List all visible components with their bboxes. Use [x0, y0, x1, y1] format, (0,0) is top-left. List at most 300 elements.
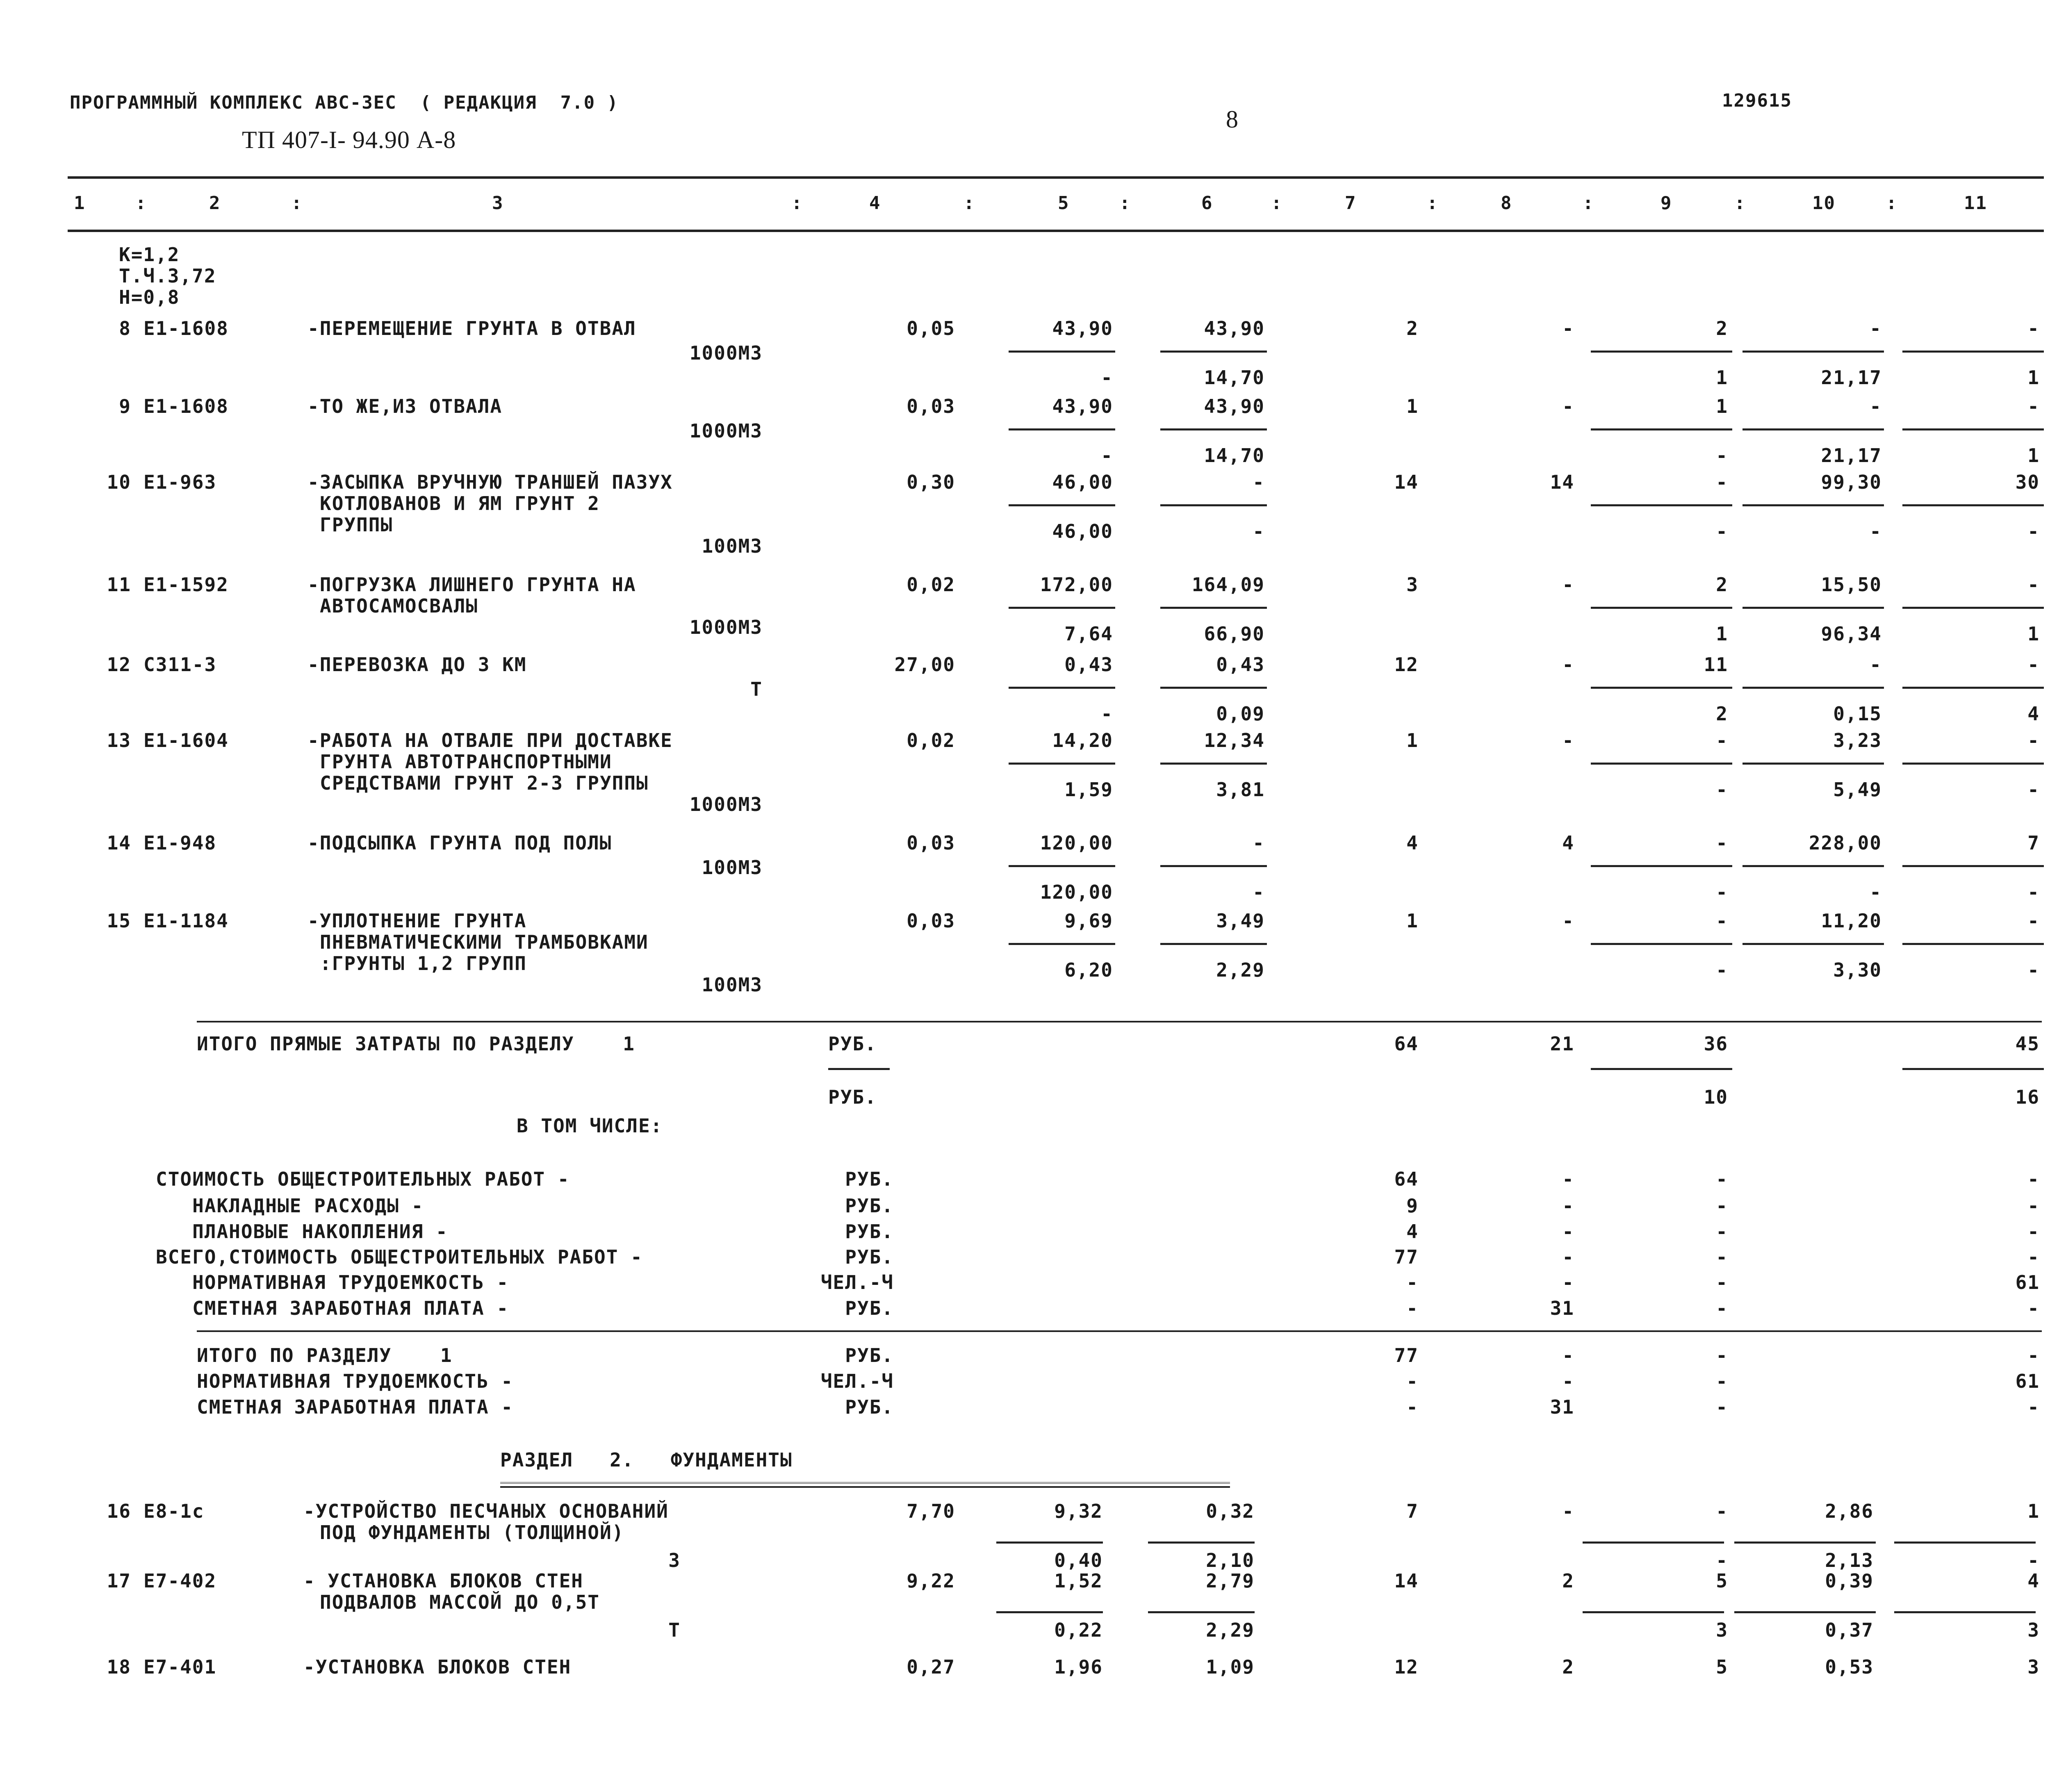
- direct-costs-machines: 36: [1704, 1033, 1728, 1055]
- item-row-sub-labor-unit: 21,17: [1821, 444, 1882, 467]
- item-row-total-cost: 1: [1406, 910, 1419, 932]
- item-row-machine-cost: 43,90: [1204, 317, 1265, 339]
- section2-row-sub-wages: 0,40: [1054, 1549, 1103, 1571]
- section2-row-underline: [996, 1611, 1103, 1613]
- item-row-underline: [1742, 607, 1884, 609]
- item-row-labor-unit: -: [1870, 317, 1882, 339]
- item-row-machine-total: 11: [1704, 653, 1728, 676]
- section2-row-sub-wages: 0,22: [1054, 1619, 1103, 1641]
- section2-row-labor-total: 4: [2027, 1570, 2040, 1592]
- totals-underline: [1902, 1068, 2044, 1070]
- section2-row-total-cost: 14: [1394, 1570, 1419, 1592]
- item-row-unit-cost: 172,00: [1040, 574, 1113, 596]
- item-row-sub-labor-total: 1: [2027, 367, 2040, 389]
- item-row-labor-unit: -: [1870, 395, 1882, 417]
- breakdown-wages: -: [1562, 1271, 1574, 1293]
- section2-row-machine-cost: 1,09: [1206, 1656, 1255, 1678]
- program-title: ПРОГРАММНЫЙ КОМПЛЕКС АВС-3ЕС ( РЕДАКЦИЯ 7.0 ): [70, 92, 619, 113]
- section2-row-number: 16: [107, 1500, 131, 1522]
- item-row-wages: 14: [1550, 471, 1574, 493]
- item-row-underline: [1009, 504, 1115, 506]
- item-row-number: 11: [107, 574, 131, 596]
- item-row-machine-cost: 3,49: [1216, 910, 1265, 932]
- item-row-sub-wages: -: [1101, 444, 1113, 467]
- item-row-sub-machine-wages: 14,70: [1204, 367, 1265, 389]
- breakdown-wages: 31: [1550, 1297, 1574, 1319]
- column-separator: :: [963, 193, 975, 214]
- direct-costs-wages: 21: [1550, 1033, 1574, 1055]
- item-row-underline: [1160, 504, 1267, 506]
- breakdown-machines: -: [1716, 1168, 1728, 1190]
- item-row-underline: [1591, 351, 1732, 353]
- item-row-underline: [1742, 428, 1884, 430]
- item-row-underline: [1160, 428, 1267, 430]
- totals-top-rule: [197, 1021, 2042, 1022]
- item-row-sub-machine-wages-total: -: [1716, 520, 1728, 542]
- item-row-underline: [1742, 351, 1884, 353]
- item-row-underline: [1160, 763, 1267, 765]
- item-row-wages: -: [1562, 653, 1574, 676]
- item-row-labor-total: 7: [2027, 832, 2040, 854]
- breakdown-labor: -: [2027, 1168, 2040, 1190]
- item-row-description: -УПЛОТНЕНИЕ ГРУНТА: [308, 910, 527, 932]
- item-row-description: -РАБОТА НА ОТВАЛЕ ПРИ ДОСТАВКЕ: [308, 729, 673, 751]
- item-row-machine-cost: -: [1253, 471, 1265, 493]
- item-row-unit: 1000М3: [689, 616, 763, 638]
- item-row-sub-machine-wages: -: [1253, 881, 1265, 903]
- section2-row-total-cost: 12: [1394, 1656, 1419, 1678]
- section2-row-unit-cost: 1,52: [1054, 1570, 1103, 1592]
- item-row-total-cost: 14: [1394, 471, 1419, 493]
- breakdown-label: НАКЛАДНЫЕ РАСХОДЫ -: [156, 1195, 424, 1217]
- item-row-sub-machine-wages: 2,29: [1216, 959, 1265, 981]
- section2-row-underline: [1894, 1542, 2036, 1544]
- item-row-underline: [1160, 607, 1267, 609]
- section2-row-quantity: 9,22: [907, 1570, 955, 1592]
- section2-row-description: - УСТАНОВКА БЛОКОВ СТЕН: [303, 1570, 583, 1592]
- item-row-underline: [1591, 763, 1732, 765]
- section2-row-wages: 2: [1562, 1570, 1574, 1592]
- item-row-unit: 100М3: [702, 974, 763, 996]
- coefficient-line: Н=0,8: [119, 286, 180, 308]
- section2-row-labor-unit: 0,53: [1825, 1656, 1874, 1678]
- item-row-underline: [1902, 607, 2044, 609]
- section-total-wages: -: [1562, 1370, 1574, 1392]
- item-row-total-cost: 1: [1406, 729, 1419, 751]
- table-top-rule: [68, 176, 2044, 179]
- section-total-cost: -: [1406, 1396, 1419, 1418]
- item-row-unit-cost: 0,43: [1064, 653, 1113, 676]
- column-header-2: 2: [209, 193, 221, 214]
- section2-row-unit: Т: [668, 1619, 681, 1641]
- section-2-double-rule: [500, 1482, 1230, 1488]
- breakdown-machines: -: [1716, 1220, 1728, 1243]
- item-row-code: Е1-1604: [144, 729, 229, 751]
- section-total-unit: РУБ.: [845, 1344, 894, 1366]
- breakdown-unit: РУБ.: [845, 1195, 894, 1217]
- section-total-machines: -: [1716, 1396, 1728, 1418]
- item-row-underline: [1009, 687, 1115, 689]
- item-row-number: 14: [107, 832, 131, 854]
- item-row-description: -ПОДСЫПКА ГРУНТА ПОД ПОЛЫ: [308, 832, 612, 854]
- section2-row-underline: [1148, 1611, 1255, 1613]
- item-row-machine-cost: 164,09: [1191, 574, 1265, 596]
- item-row-underline: [1591, 504, 1732, 506]
- item-row-underline: [1160, 351, 1267, 353]
- item-row-unit-cost: 14,20: [1052, 729, 1113, 751]
- item-row-unit: Т: [750, 678, 763, 700]
- item-row-number: 8: [119, 317, 131, 339]
- direct-costs-label: ИТОГО ПРЯМЫЕ ЗАТРАТЫ ПО РАЗДЕЛУ 1: [197, 1033, 635, 1055]
- item-row-quantity: 0,03: [907, 395, 955, 417]
- item-row-number: 13: [107, 729, 131, 751]
- breakdown-label: СМЕТНАЯ ЗАРАБОТНАЯ ПЛАТА -: [156, 1297, 509, 1319]
- item-row-sub-wages: 6,20: [1064, 959, 1113, 981]
- item-row-sub-labor-total: 1: [2027, 444, 2040, 467]
- breakdown-total: 77: [1394, 1246, 1419, 1268]
- item-row-code: Е1-1184: [144, 910, 229, 932]
- item-row-unit-cost: 46,00: [1052, 471, 1113, 493]
- item-row-description: :ГРУНТЫ 1,2 ГРУПП: [320, 952, 527, 975]
- section2-row-labor-total: 1: [2027, 1500, 2040, 1522]
- breakdown-label: СТОИМОСТЬ ОБЩЕСТРОИТЕЛЬНЫХ РАБОТ -: [156, 1168, 570, 1190]
- totals-underline: [1591, 1068, 1732, 1070]
- column-header-7: 7: [1345, 193, 1357, 214]
- section2-row-underline: [1894, 1611, 2036, 1613]
- section2-row-description: -УСТАНОВКА БЛОКОВ СТЕН: [303, 1656, 572, 1678]
- coefficient-line: К=1,2: [119, 244, 180, 266]
- section2-row-total-cost: 7: [1406, 1500, 1419, 1522]
- item-row-underline: [1902, 943, 2044, 945]
- header-bottom-rule: [68, 230, 2044, 232]
- item-row-underline: [1742, 687, 1884, 689]
- section2-row-underline: [1148, 1542, 1255, 1544]
- item-row-number: 10: [107, 471, 131, 493]
- item-row-sub-labor-unit: 0,15: [1833, 703, 1882, 725]
- item-row-description: ГРУНТА АВТОТРАНСПОРТНЫМИ: [320, 751, 612, 773]
- section2-row-labor-unit: 0,39: [1825, 1570, 1874, 1592]
- section2-row-quantity: 0,27: [907, 1656, 955, 1678]
- item-row-underline: [1902, 351, 2044, 353]
- item-row-wages: 4: [1562, 832, 1574, 854]
- section2-row-description: ПОД ФУНДАМЕНТЫ (ТОЛЩИНОЙ): [320, 1521, 624, 1544]
- section2-row-code: Е7-401: [144, 1656, 217, 1678]
- item-row-machine-total: -: [1716, 910, 1728, 932]
- section2-row-machines: 5: [1716, 1656, 1728, 1678]
- breakdown-machines: -: [1716, 1246, 1728, 1268]
- item-row-sub-labor-unit: 3,30: [1833, 959, 1882, 981]
- item-row-machine-total: 2: [1716, 574, 1728, 596]
- item-row-underline: [1009, 351, 1115, 353]
- column-header-10: 10: [1812, 193, 1836, 214]
- item-row-description: -ПЕРЕВОЗКА ДО 3 КМ: [308, 653, 527, 676]
- column-header-6: 6: [1201, 193, 1213, 214]
- item-row-sub-machine-wages: 3,81: [1216, 779, 1265, 801]
- item-row-underline: [1009, 865, 1115, 867]
- item-row-unit: 1000М3: [689, 342, 763, 364]
- breakdown-total: 9: [1406, 1195, 1419, 1217]
- item-row-sub-labor-unit: 5,49: [1833, 779, 1882, 801]
- item-row-underline: [1591, 865, 1732, 867]
- item-row-description: АВТОСАМОСВАЛЫ: [320, 595, 478, 617]
- item-row-number: 9: [119, 395, 131, 417]
- column-separator: :: [1734, 193, 1746, 214]
- item-row-quantity: 0,02: [907, 729, 955, 751]
- section2-row-sub-labor-total: 3: [2027, 1619, 2040, 1641]
- section-total-unit: РУБ.: [845, 1396, 894, 1418]
- column-header-4: 4: [869, 193, 881, 214]
- item-row-underline: [1742, 504, 1884, 506]
- item-row-code: Е1-1592: [144, 574, 229, 596]
- breakdown-machines: -: [1716, 1195, 1728, 1217]
- item-row-code: Е1-948: [144, 832, 217, 854]
- breakdown-unit: ЧЕЛ.-Ч: [820, 1271, 894, 1293]
- item-row-underline: [1902, 428, 2044, 430]
- item-row-sub-wages: 7,64: [1064, 623, 1113, 645]
- item-row-labor-total: -: [2027, 574, 2040, 596]
- column-separator: :: [1886, 193, 1898, 214]
- section-total-label: ИТОГО ПО РАЗДЕЛУ 1: [197, 1344, 453, 1366]
- section2-row-sub-machine-wages: 2,29: [1206, 1619, 1255, 1641]
- section2-row-code: Е8-1с: [144, 1500, 205, 1522]
- breakdown-machines: -: [1716, 1271, 1728, 1293]
- section2-row-underline: [996, 1542, 1103, 1544]
- item-row-underline: [1160, 943, 1267, 945]
- item-row-code: Е1-1608: [144, 395, 229, 417]
- breakdown-machines: -: [1716, 1297, 1728, 1319]
- section-total-labor: 61: [2015, 1370, 2040, 1392]
- section2-row-unit-cost: 9,32: [1054, 1500, 1103, 1522]
- section2-row-sub-labor-unit: 0,37: [1825, 1619, 1874, 1641]
- item-row-sub-labor-total: -: [2027, 520, 2040, 542]
- item-row-wages: -: [1562, 395, 1574, 417]
- item-row-machine-total: 1: [1716, 395, 1728, 417]
- item-row-underline: [1742, 865, 1884, 867]
- section2-row-machine-cost: 2,79: [1206, 1570, 1255, 1592]
- doc-number: 129615: [1722, 90, 1792, 111]
- section2-row-wages: -: [1562, 1500, 1574, 1522]
- item-row-total-cost: 2: [1406, 317, 1419, 339]
- section2-row-sub-machines: -: [1716, 1549, 1728, 1571]
- item-row-underline: [1160, 865, 1267, 867]
- item-row-unit-cost: 43,90: [1052, 395, 1113, 417]
- section2-row-number: 17: [107, 1570, 131, 1592]
- item-row-sub-wages: 1,59: [1064, 779, 1113, 801]
- item-row-sub-wages: -: [1101, 367, 1113, 389]
- item-row-code: С311-3: [144, 653, 217, 676]
- page-number: 8: [1226, 106, 1239, 133]
- item-row-quantity: 0,30: [907, 471, 955, 493]
- section2-row-quantity: 7,70: [907, 1500, 955, 1522]
- section-2-title: РАЗДЕЛ 2. ФУНДАМЕНТЫ: [500, 1449, 793, 1471]
- breakdown-wages: -: [1562, 1246, 1574, 1268]
- breakdown-wages: -: [1562, 1168, 1574, 1190]
- item-row-sub-wages: -: [1101, 703, 1113, 725]
- item-row-quantity: 0,02: [907, 574, 955, 596]
- item-row-machine-cost: 0,43: [1216, 653, 1265, 676]
- section-total-cost: -: [1406, 1370, 1419, 1392]
- breakdown-total: 4: [1406, 1220, 1419, 1243]
- breakdown-label: НОРМАТИВНАЯ ТРУДОЕМКОСТЬ -: [156, 1271, 509, 1293]
- breakdown-unit: РУБ.: [845, 1220, 894, 1243]
- item-row-labor-unit: 3,23: [1833, 729, 1882, 751]
- item-row-quantity: 0,03: [907, 910, 955, 932]
- section-total-machines: -: [1716, 1370, 1728, 1392]
- section-total-wages: 31: [1550, 1396, 1574, 1418]
- item-row-wages: -: [1562, 317, 1574, 339]
- item-row-unit: 100М3: [702, 856, 763, 879]
- item-row-sub-labor-unit: 21,17: [1821, 367, 1882, 389]
- direct-costs-labor: 45: [2015, 1033, 2040, 1055]
- item-row-sub-labor-total: -: [2027, 959, 2040, 981]
- including-label: В ТОМ ЧИСЛЕ:: [517, 1115, 663, 1137]
- breakdown-wages: -: [1562, 1195, 1574, 1217]
- section2-row-underline: [1583, 1611, 1724, 1613]
- breakdown-labor: 61: [2015, 1271, 2040, 1293]
- item-row-underline: [1009, 428, 1115, 430]
- item-row-sub-machine-wages-total: 2: [1716, 703, 1728, 725]
- item-row-labor-total: -: [2027, 729, 2040, 751]
- section2-row-unit: 3: [668, 1549, 681, 1571]
- section2-row-sub-machine-wages: 2,10: [1206, 1549, 1255, 1571]
- item-row-quantity: 27,00: [894, 653, 955, 676]
- item-row-labor-total: -: [2027, 910, 2040, 932]
- item-row-quantity: 0,03: [907, 832, 955, 854]
- section2-row-description: -УСТРОЙСТВО ПЕСЧАНЫХ ОСНОВАНИЙ: [303, 1500, 669, 1522]
- item-row-sub-machine-wages-total: -: [1716, 881, 1728, 903]
- item-row-sub-labor-total: 1: [2027, 623, 2040, 645]
- item-row-wages: -: [1562, 910, 1574, 932]
- section2-row-underline: [1734, 1611, 1876, 1613]
- item-row-code: Е1-963: [144, 471, 217, 493]
- item-row-total-cost: 12: [1394, 653, 1419, 676]
- item-row-number: 12: [107, 653, 131, 676]
- item-row-description: СРЕДСТВАМИ ГРУНТ 2-3 ГРУППЫ: [320, 772, 649, 794]
- item-row-underline: [1009, 943, 1115, 945]
- item-row-labor-total: -: [2027, 653, 2040, 676]
- item-row-underline: [1009, 607, 1115, 609]
- column-header-5: 5: [1058, 193, 1070, 214]
- item-row-labor-unit: 15,50: [1821, 574, 1882, 596]
- direct-costs-labor-2: 16: [2015, 1086, 2040, 1108]
- item-row-sub-labor-unit: 96,34: [1821, 623, 1882, 645]
- breakdown-total: -: [1406, 1297, 1419, 1319]
- section2-row-wages: 2: [1562, 1656, 1574, 1678]
- section2-row-labor-total: 3: [2027, 1656, 2040, 1678]
- section2-row-sub-labor-unit: 2,13: [1825, 1549, 1874, 1571]
- item-row-total-cost: 4: [1406, 832, 1419, 854]
- section-total-unit: ЧЕЛ.-Ч: [820, 1370, 894, 1392]
- section2-row-unit-cost: 1,96: [1054, 1656, 1103, 1678]
- item-row-underline: [1902, 504, 2044, 506]
- item-row-sub-labor-total: -: [2027, 881, 2040, 903]
- item-row-machine-total: 2: [1716, 317, 1728, 339]
- item-row-underline: [1160, 687, 1267, 689]
- section-total-labor: -: [2027, 1344, 2040, 1366]
- column-header-8: 8: [1501, 193, 1512, 214]
- item-row-description: -ПЕРЕМЕЩЕНИЕ ГРУНТА В ОТВАЛ: [308, 317, 636, 339]
- column-separator: :: [791, 193, 803, 214]
- item-row-labor-total: -: [2027, 395, 2040, 417]
- direct-costs-machine-wages: 10: [1704, 1086, 1728, 1108]
- column-separator: :: [291, 193, 303, 214]
- section-total-label: СМЕТНАЯ ЗАРАБОТНАЯ ПЛАТА -: [197, 1396, 514, 1418]
- item-row-total-cost: 3: [1406, 574, 1419, 596]
- direct-costs-unit-2: РУБ.: [828, 1086, 877, 1108]
- item-row-labor-unit: 99,30: [1821, 471, 1882, 493]
- item-row-sub-machine-wages-total: -: [1716, 959, 1728, 981]
- item-row-wages: -: [1562, 574, 1574, 596]
- item-row-machine-cost: 12,34: [1204, 729, 1265, 751]
- breakdown-unit: РУБ.: [845, 1297, 894, 1319]
- item-row-labor-total: -: [2027, 317, 2040, 339]
- item-row-unit-cost: 120,00: [1040, 832, 1113, 854]
- item-row-sub-machine-wages: 0,09: [1216, 703, 1265, 725]
- item-row-underline: [1742, 943, 1884, 945]
- item-row-description: -ТО ЖЕ,ИЗ ОТВАЛА: [308, 395, 503, 417]
- item-row-underline: [1009, 763, 1115, 765]
- section2-row-labor-unit: 2,86: [1825, 1500, 1874, 1522]
- item-row-underline: [1902, 865, 2044, 867]
- column-separator: :: [1583, 193, 1594, 214]
- item-row-description: ГРУППЫ: [320, 514, 393, 536]
- item-row-quantity: 0,05: [907, 317, 955, 339]
- column-header-3: 3: [492, 193, 504, 214]
- section2-row-machines: 5: [1716, 1570, 1728, 1592]
- section-total-wages: -: [1562, 1344, 1574, 1366]
- item-row-wages: -: [1562, 729, 1574, 751]
- section-total-label: НОРМАТИВНАЯ ТРУДОЕМКОСТЬ -: [197, 1370, 514, 1392]
- item-row-sub-wages: 46,00: [1052, 520, 1113, 542]
- item-row-description: -ЗАСЫПКА ВРУЧНУЮ ТРАНШЕЙ ПАЗУХ: [308, 471, 673, 493]
- item-row-sub-machine-wages-total: -: [1716, 779, 1728, 801]
- doc-code: ТП 407-I- 94.90 А-8: [242, 126, 456, 153]
- breakdown-labor: -: [2027, 1195, 2040, 1217]
- item-row-underline: [1591, 687, 1732, 689]
- item-row-sub-machine-wages: 14,70: [1204, 444, 1265, 467]
- item-row-sub-machine-wages-total: 1: [1716, 367, 1728, 389]
- item-row-unit: 1000М3: [689, 420, 763, 442]
- item-row-unit: 1000М3: [689, 793, 763, 815]
- breakdown-label: ВСЕГО,СТОИМОСТЬ ОБЩЕСТРОИТЕЛЬНЫХ РАБОТ -: [156, 1246, 643, 1268]
- section2-row-code: Е7-402: [144, 1570, 217, 1592]
- section-total-rule: [197, 1330, 2042, 1332]
- item-row-machine-cost: 43,90: [1204, 395, 1265, 417]
- item-row-underline: [1591, 428, 1732, 430]
- section-total-machines: -: [1716, 1344, 1728, 1366]
- item-row-description: -ПОГРУЗКА ЛИШНЕГО ГРУНТА НА: [308, 574, 636, 596]
- section-total-labor: -: [2027, 1396, 2040, 1418]
- item-row-underline: [1902, 763, 2044, 765]
- column-header-9: 9: [1660, 193, 1672, 214]
- section2-row-sub-labor-total: -: [2027, 1549, 2040, 1571]
- item-row-number: 15: [107, 910, 131, 932]
- column-header-11: 11: [1964, 193, 1987, 214]
- section2-row-machines: -: [1716, 1500, 1728, 1522]
- item-row-underline: [1902, 687, 2044, 689]
- breakdown-unit: РУБ.: [845, 1246, 894, 1268]
- item-row-labor-unit: 228,00: [1809, 832, 1882, 854]
- section-total-cost: 77: [1394, 1344, 1419, 1366]
- item-row-total-cost: 1: [1406, 395, 1419, 417]
- item-row-labor-unit: -: [1870, 653, 1882, 676]
- item-row-labor-total: 30: [2015, 471, 2040, 493]
- item-row-unit-cost: 9,69: [1064, 910, 1113, 932]
- item-row-underline: [1591, 943, 1732, 945]
- item-row-unit: 100М3: [702, 535, 763, 557]
- section2-row-description: ПОДВАЛОВ МАССОЙ ДО 0,5Т: [320, 1591, 600, 1613]
- item-row-sub-labor-unit: -: [1870, 520, 1882, 542]
